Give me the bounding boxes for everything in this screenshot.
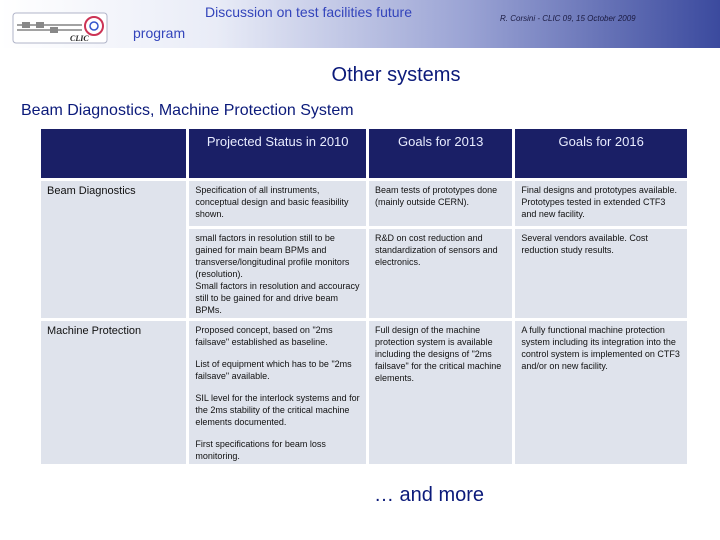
table-cell: Specification of all instruments, conceptual design and basic feasibility shown. [189, 181, 366, 226]
table-header-row [41, 129, 687, 178]
table-cell: A fully functional machine protection system including its integration into the control system is implemented on CTF3 and/or on new facility. [515, 321, 687, 464]
header-cell-empty [41, 129, 186, 178]
cell-paragraph: List of equipment which has to be "2ms failsave" available. [195, 359, 352, 381]
header-cell-2016: Goals for 2016 [515, 129, 687, 178]
cell-paragraph: SIL level for the interlock systems and for the 2ms stability of the critical machine elements documented. [195, 393, 360, 427]
table-cell: Full design of the machine protection system is available including the designs of "2ms failsave" for the critical machine elements. [369, 321, 512, 464]
cell-paragraph: small factors in resolution still to be gained for main beam BPMs and transverse/longitudinal profile monitors (resolution). [195, 233, 350, 279]
table-row [41, 321, 687, 464]
table-cell: Final designs and prototypes available. Prototypes tested in extended CTF3 and new facility. [515, 181, 687, 226]
table-row [41, 181, 687, 226]
cell-paragraph: Small factors in resolution and accouracy still to be gained for and drive beam BPMs. [195, 281, 360, 315]
clic-logo [12, 12, 108, 44]
and-more-text: … and more [374, 484, 485, 506]
table-cell [189, 321, 366, 464]
header-program: program [133, 25, 186, 41]
section-subtitle: Beam Diagnostics, Machine Protection System [21, 102, 354, 119]
header-title: Discussion on test facilities future [205, 4, 412, 20]
row-label-beam-diagnostics: Beam Diagnostics [41, 181, 186, 318]
header-cell-2010: Projected Status in 2010 [189, 129, 366, 178]
row-label-machine-protection: Machine Protection [41, 321, 186, 464]
cell-paragraph: Proposed concept, based on "2ms failsave" established as baseline. [195, 325, 333, 347]
logo-text: CLIC [70, 34, 89, 43]
table-cell: R&D on cost reduction and standardization of sensors and electronics. [369, 229, 512, 318]
table-cell [189, 229, 366, 318]
header-author: R. Corsini - CLIC 09, 15 October 2009 [500, 14, 636, 23]
status-table [38, 126, 690, 467]
header-cell-2013: Goals for 2013 [369, 129, 512, 178]
page-title: Other systems [331, 64, 461, 86]
table-cell: Beam tests of prototypes done (mainly outside CERN). [369, 181, 512, 226]
cell-paragraph: First specifications for beam loss monitoring. [195, 439, 326, 461]
table-cell: Several vendors available. Cost reduction study results. [515, 229, 687, 318]
